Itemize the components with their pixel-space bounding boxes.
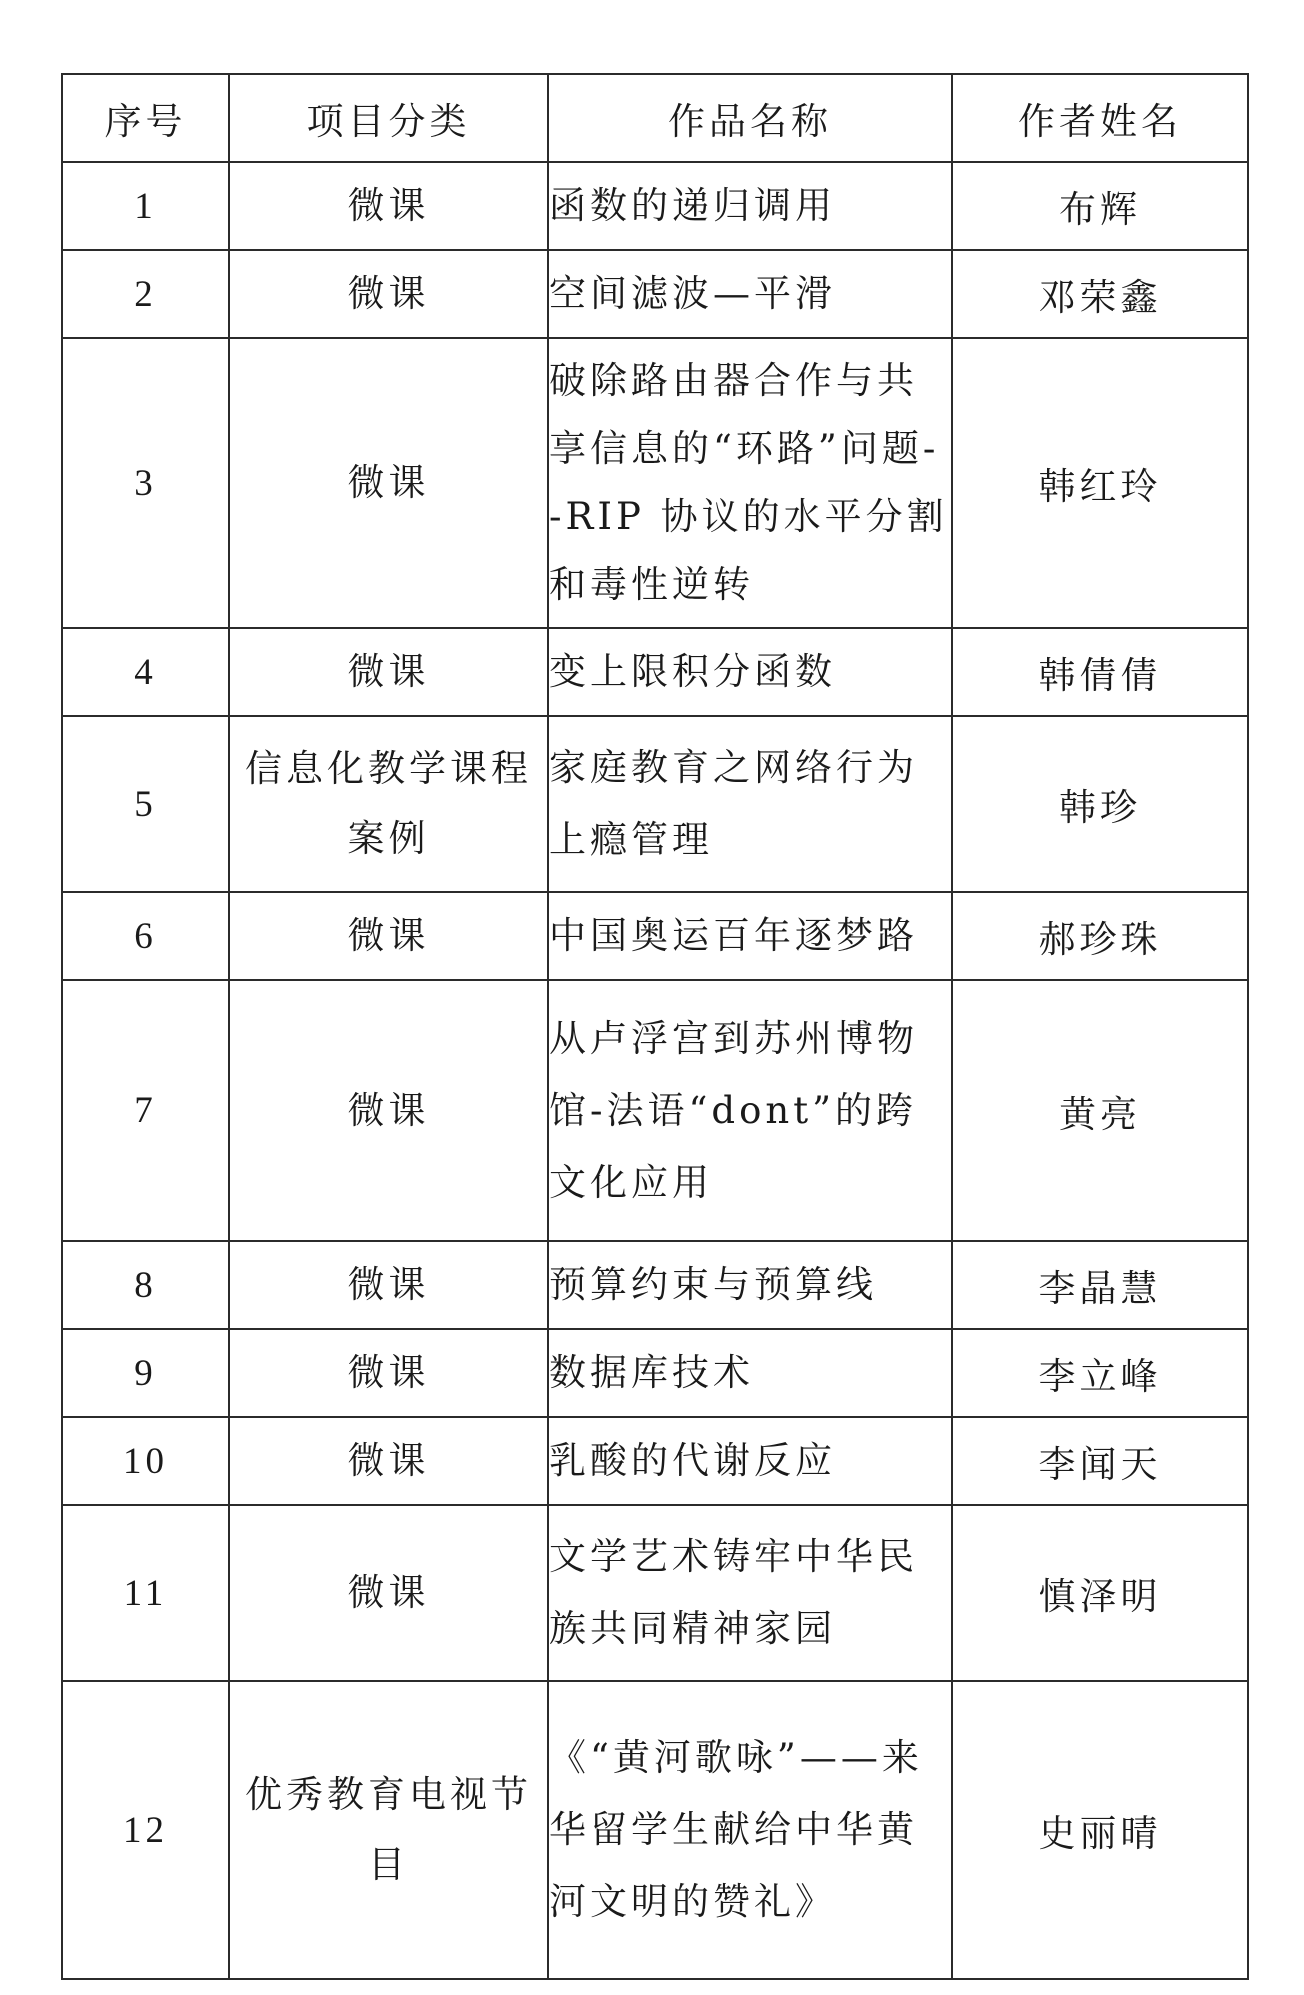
row-no: 10 — [62, 1417, 229, 1505]
row-title: 变上限积分函数 — [548, 628, 952, 716]
row-title: 《“黄河歌咏”——来华留学生献给中华黄河文明的赞礼》 — [548, 1681, 952, 1979]
row-title: 家庭教育之网络行为上瘾管理 — [548, 716, 952, 892]
row-category: 微课 — [229, 338, 548, 628]
row-author: 邓荣鑫 — [952, 250, 1248, 338]
row-category: 微课 — [229, 1417, 548, 1505]
header-author: 作者姓名 — [952, 74, 1248, 162]
table-row — [62, 162, 1248, 250]
row-no: 7 — [62, 980, 229, 1241]
row-author: 李立峰 — [952, 1329, 1248, 1417]
row-category: 微课 — [229, 1329, 548, 1417]
row-no: 4 — [62, 628, 229, 716]
row-category: 微课 — [229, 628, 548, 716]
row-author: 史丽晴 — [952, 1681, 1248, 1979]
row-author: 李闻天 — [952, 1417, 1248, 1505]
table-row — [62, 1329, 1248, 1417]
row-author: 李晶慧 — [952, 1241, 1248, 1329]
table-row — [62, 338, 1248, 628]
row-title: 函数的递归调用 — [548, 162, 952, 250]
row-no: 8 — [62, 1241, 229, 1329]
row-category: 微课 — [229, 250, 548, 338]
header-title: 作品名称 — [548, 74, 952, 162]
row-no: 9 — [62, 1329, 229, 1417]
table-header-row — [62, 74, 1248, 162]
row-title: 数据库技术 — [548, 1329, 952, 1417]
row-category: 微课 — [229, 892, 548, 980]
row-author: 韩珍 — [952, 716, 1248, 892]
row-title: 预算约束与预算线 — [548, 1241, 952, 1329]
row-author: 布辉 — [952, 162, 1248, 250]
row-category: 微课 — [229, 162, 548, 250]
row-no: 5 — [62, 716, 229, 892]
row-author: 韩红玲 — [952, 338, 1248, 628]
row-title: 从卢浮宫到苏州博物馆-法语“dont”的跨文化应用 — [548, 980, 952, 1241]
table-row — [62, 980, 1248, 1241]
row-title: 文学艺术铸牢中华民族共同精神家园 — [548, 1505, 952, 1681]
row-no: 12 — [62, 1681, 229, 1979]
row-author: 黄亮 — [952, 980, 1248, 1241]
table-row — [62, 250, 1248, 338]
row-category: 微课 — [229, 1241, 548, 1329]
row-title: 乳酸的代谢反应 — [548, 1417, 952, 1505]
table-row — [62, 1681, 1248, 1979]
header-category: 项目分类 — [229, 74, 548, 162]
row-no: 3 — [62, 338, 229, 628]
row-no: 11 — [62, 1505, 229, 1681]
table-row — [62, 1505, 1248, 1681]
row-category: 微课 — [229, 1505, 548, 1681]
row-no: 1 — [62, 162, 229, 250]
table-row — [62, 1417, 1248, 1505]
row-category: 微课 — [229, 980, 548, 1241]
row-author: 韩倩倩 — [952, 628, 1248, 716]
row-category: 信息化教学课程案例 — [229, 716, 548, 892]
row-category: 优秀教育电视节目 — [229, 1681, 548, 1979]
table-row — [62, 892, 1248, 980]
table-row — [62, 1241, 1248, 1329]
row-no: 6 — [62, 892, 229, 980]
row-title: 中国奥运百年逐梦路 — [548, 892, 952, 980]
row-no: 2 — [62, 250, 229, 338]
row-title: 空间滤波—平滑 — [548, 250, 952, 338]
row-author: 慎泽明 — [952, 1505, 1248, 1681]
table-row — [62, 716, 1248, 892]
table-row — [62, 628, 1248, 716]
row-title: 破除路由器合作与共享信息的“环路”问题--RIP 协议的水平分割和毒性逆转 — [548, 338, 952, 628]
header-no: 序号 — [62, 74, 229, 162]
row-author: 郝珍珠 — [952, 892, 1248, 980]
awards-table — [61, 73, 1249, 1980]
